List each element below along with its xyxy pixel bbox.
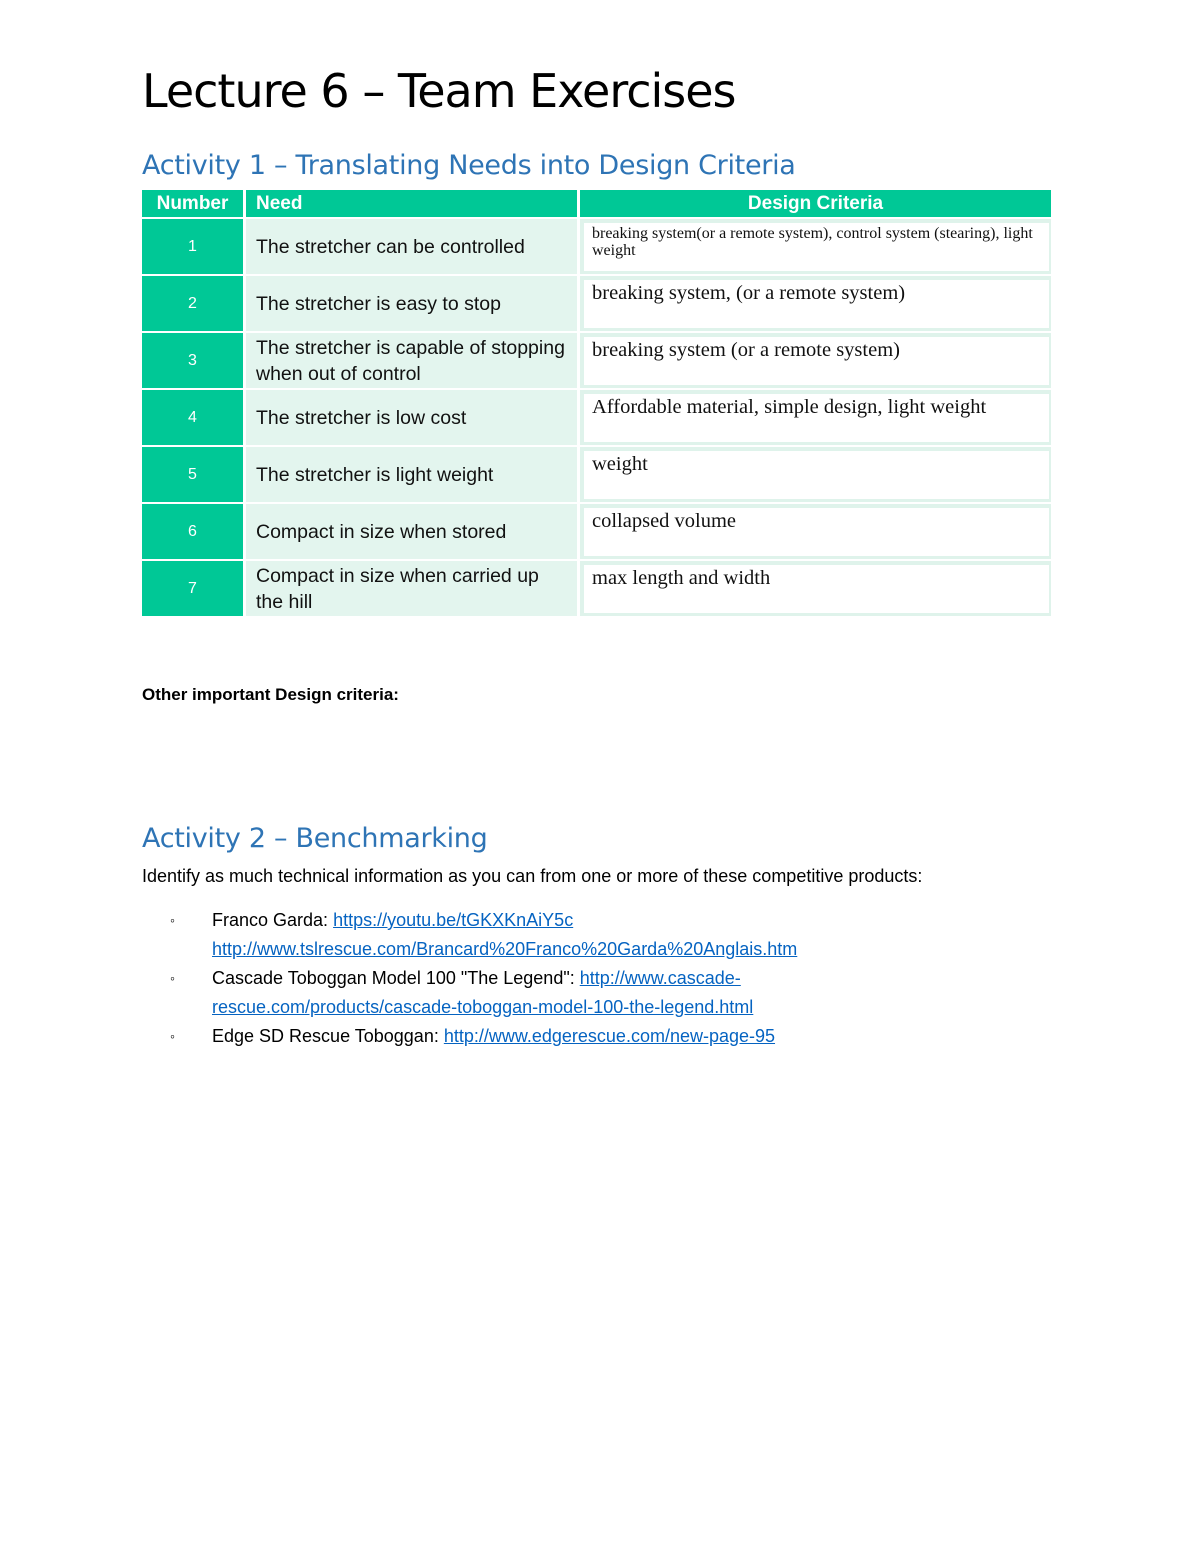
row-need: The stretcher is low cost	[246, 390, 577, 445]
row-number: 7	[142, 561, 243, 616]
bullet-icon: ◦	[170, 970, 175, 986]
product-label: Edge SD Rescue Toboggan:	[212, 1026, 444, 1046]
product-list	[170, 906, 1070, 1051]
table-row	[142, 504, 1051, 559]
criteria-text-field[interactable]: collapsed volume	[584, 508, 1049, 556]
activity2-intro: Identify as much technical information as you can from one or more of these competitive products:	[142, 866, 923, 886]
other-criteria-label: Other important Design criteria:	[142, 685, 399, 704]
list-item	[170, 964, 1070, 1022]
row-criteria-cell	[580, 504, 1051, 559]
row-number: 2	[142, 276, 243, 331]
table-row	[142, 447, 1051, 502]
product-label: Cascade Toboggan Model 100 "The Legend":	[212, 968, 580, 988]
table-row	[142, 390, 1051, 445]
row-number: 3	[142, 333, 243, 388]
product-link[interactable]: http://www.cascade-	[579, 968, 741, 988]
row-criteria-cell	[580, 219, 1051, 274]
table-row	[142, 561, 1051, 616]
header-design-criteria: Design Criteria	[580, 190, 1051, 217]
row-criteria-cell	[580, 333, 1051, 388]
table-row	[142, 219, 1051, 274]
row-need: Compact in size when stored	[246, 504, 577, 559]
row-need: The stretcher is light weight	[246, 447, 577, 502]
header-number: Number	[142, 190, 243, 217]
row-need: Compact in size when carried up the hill	[246, 561, 577, 616]
activity1-heading: Activity 1 – Translating Needs into Design Criteria	[142, 150, 796, 181]
bullet-icon: ◦	[170, 1028, 175, 1044]
product-label: Franco Garda:	[212, 910, 334, 930]
header-need: Need	[246, 190, 577, 217]
row-number: 5	[142, 447, 243, 502]
criteria-text-field[interactable]: breaking system, (or a remote system)	[584, 280, 1049, 328]
row-criteria-cell	[580, 561, 1051, 616]
row-number: 6	[142, 504, 243, 559]
list-item	[170, 1022, 1070, 1051]
product-link[interactable]: http://www.tslrescue.com/Brancard%20Franco%20Garda%20Anglais.htm	[212, 939, 798, 959]
row-need: The stretcher can be controlled	[246, 219, 577, 274]
table-row	[142, 276, 1051, 331]
table-row	[142, 333, 1051, 388]
product-link[interactable]: https://youtu.be/tGKXKnAiY5c	[333, 910, 574, 930]
criteria-text-field[interactable]: breaking system(or a remote system), control system (stearing), light weight	[584, 223, 1049, 271]
product-link[interactable]: rescue.com/products/cascade-toboggan-model-100-the-legend.html	[212, 997, 754, 1017]
row-criteria-cell	[580, 276, 1051, 331]
page-title: Lecture 6 – Team Exercises	[142, 64, 736, 118]
criteria-text-field[interactable]: max length and width	[584, 565, 1049, 613]
row-criteria-cell	[580, 447, 1051, 502]
activity2-heading: Activity 2 – Benchmarking	[142, 823, 488, 854]
table-header-row	[142, 190, 1051, 217]
criteria-text-field[interactable]: Affordable material, simple design, light weight	[584, 394, 1049, 442]
bullet-icon: ◦	[170, 912, 175, 928]
list-item	[170, 906, 1070, 964]
criteria-text-field[interactable]: breaking system (or a remote system)	[584, 337, 1049, 385]
needs-criteria-table	[139, 188, 1054, 618]
row-number: 1	[142, 219, 243, 274]
row-need: The stretcher is capable of stopping when out of control	[246, 333, 577, 388]
criteria-text-field[interactable]: weight	[584, 451, 1049, 499]
row-need: The stretcher is easy to stop	[246, 276, 577, 331]
row-number: 4	[142, 390, 243, 445]
row-criteria-cell	[580, 390, 1051, 445]
product-link[interactable]: http://www.edgerescue.com/new-page-95	[443, 1026, 776, 1046]
